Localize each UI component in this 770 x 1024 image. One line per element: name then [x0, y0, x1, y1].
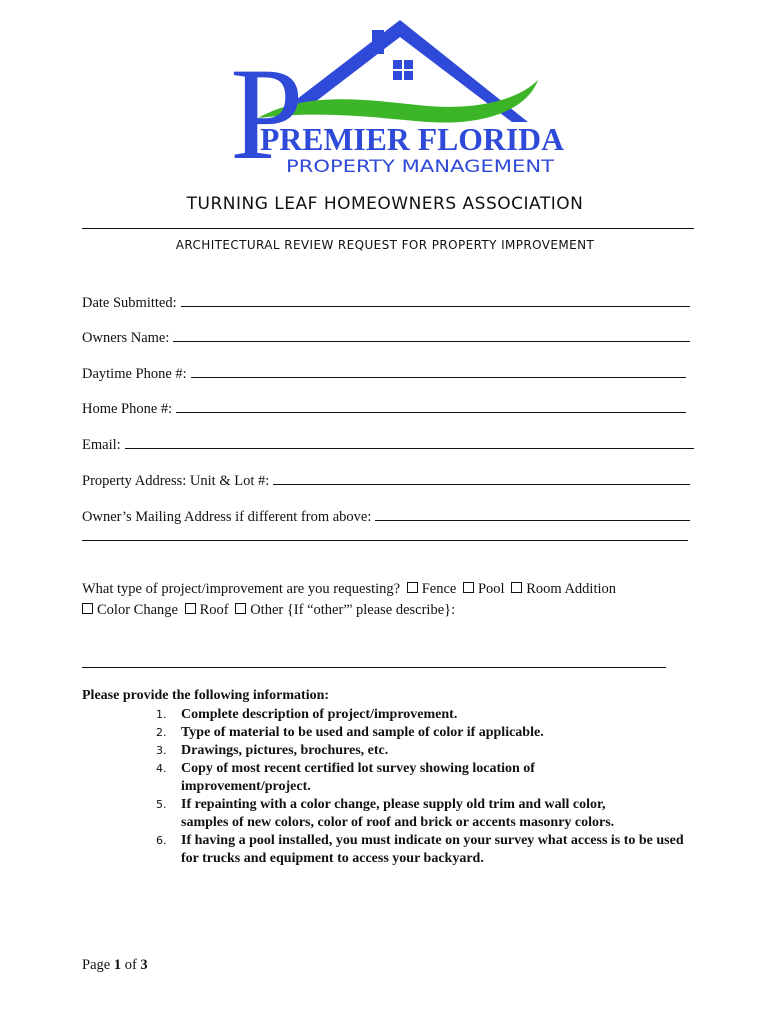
daytime-phone-field[interactable] — [82, 363, 686, 383]
mailing-address-line-2[interactable] — [82, 540, 688, 541]
list-item-text: Complete description of project/improvement. — [181, 707, 458, 722]
required-info-list — [82, 706, 694, 868]
home-phone-line[interactable] — [176, 398, 686, 413]
list-item-text: Drawings, pictures, brochures, etc. — [181, 743, 389, 758]
list-item-number: 5. — [156, 798, 167, 811]
page-total: 3 — [140, 957, 148, 973]
list-item — [82, 706, 694, 724]
owners-name-line[interactable] — [173, 327, 690, 342]
color-change-option-label: Color Change — [97, 602, 178, 618]
roof-checkbox[interactable] — [185, 603, 196, 614]
list-item-number: 6. — [156, 834, 167, 847]
logo-chimney — [372, 30, 384, 54]
logo-sub-text: PROPERTY MANAGEMENT — [286, 157, 555, 176]
page-number — [82, 957, 148, 974]
color-change-checkbox[interactable] — [82, 603, 93, 614]
home-phone-field[interactable] — [82, 398, 686, 418]
email-label: Email: — [82, 437, 121, 453]
page-current: 1 — [113, 957, 122, 973]
property-address-label: Property Address: Unit & Lot #: — [82, 473, 270, 489]
project-type-row-2 — [82, 600, 616, 621]
list-item — [82, 796, 694, 832]
date-submitted-label: Date Submitted: — [82, 295, 177, 311]
list-item-number: 2. — [156, 726, 167, 739]
project-type-row-1 — [82, 579, 616, 600]
owners-name-label: Owners Name: — [82, 330, 170, 346]
property-address-field[interactable] — [82, 470, 690, 490]
home-phone-label: Home Phone #: — [82, 401, 173, 417]
logo-main-text: PREMIER FLORIDA — [260, 121, 564, 157]
email-field[interactable] — [82, 434, 694, 454]
email-line[interactable] — [125, 434, 694, 449]
property-address-line[interactable] — [273, 470, 690, 485]
company-logo — [228, 18, 572, 176]
list-item — [82, 724, 694, 742]
association-title: TURNING LEAF HOMEOWNERS ASSOCIATION — [186, 194, 584, 214]
pool-checkbox[interactable] — [463, 582, 474, 593]
fence-checkbox[interactable] — [407, 582, 418, 593]
roof-option-label: Roof — [199, 602, 229, 618]
mailing-address-field[interactable] — [82, 506, 690, 526]
list-item-number: 3. — [156, 744, 167, 757]
other-checkbox[interactable] — [235, 603, 246, 614]
owners-name-field[interactable] — [82, 327, 690, 347]
form-title: ARCHITECTURAL REVIEW REQUEST FOR PROPERTY IMPROVEMENT — [175, 238, 595, 252]
logo-window-icon — [393, 60, 413, 80]
list-item-text: Copy of most recent certified lot survey showing location of improvement/project. — [181, 761, 535, 794]
info-heading: Please provide the following information: — [82, 688, 330, 703]
room-addition-option-label: Room Addition — [526, 581, 617, 597]
date-submitted-line[interactable] — [181, 292, 690, 307]
list-item-text: Type of material to be used and sample of color if applicable. — [181, 725, 544, 740]
page-word: Page — [82, 957, 111, 973]
daytime-phone-line[interactable] — [191, 363, 686, 378]
page-of: of — [124, 957, 137, 973]
project-type-question — [82, 579, 616, 621]
list-item — [82, 742, 694, 760]
date-submitted-field[interactable] — [82, 292, 690, 312]
list-item — [82, 832, 694, 868]
list-item-text: If having a pool installed, you must indicate on your survey what access is to be used for trucks and equipment to access your backyard. — [181, 833, 684, 866]
pool-option-label: Pool — [477, 581, 505, 597]
list-item-number: 4. — [156, 762, 167, 775]
project-question-text: What type of project/improvement are you requesting? — [82, 581, 401, 597]
list-item — [82, 760, 694, 796]
list-item-text: If repainting with a color change, please supply old trim and wall color, samples of new colors, color of roof and brick or accents masonry colors. — [181, 797, 615, 830]
other-describe-note: {If “other”' please describe}: — [286, 602, 456, 618]
logo-letter-p: P — [230, 40, 304, 176]
room-addition-checkbox[interactable] — [511, 582, 522, 593]
daytime-phone-label: Daytime Phone #: — [82, 366, 187, 382]
other-description-line[interactable] — [82, 667, 666, 668]
list-item-number: 1. — [156, 708, 167, 721]
mailing-address-line[interactable] — [375, 506, 690, 521]
other-option-label: Other — [250, 602, 284, 618]
fence-option-label: Fence — [421, 581, 457, 597]
mailing-address-label: Owner’s Mailing Address if different from above: — [82, 509, 372, 525]
title-divider — [82, 228, 694, 229]
